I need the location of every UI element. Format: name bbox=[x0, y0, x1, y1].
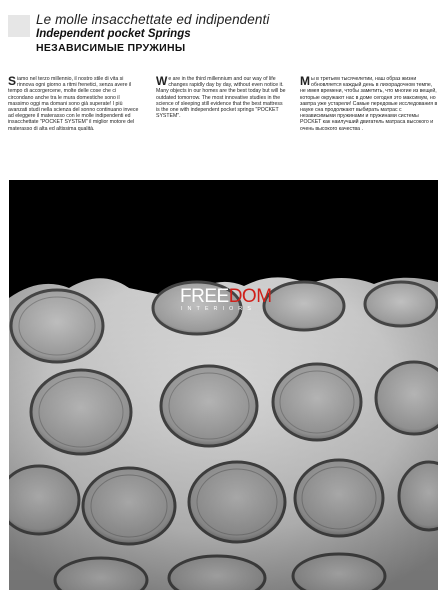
column-text: iamo nel terzo millennio, il nostro stile di vita si rinnova ogni giorno a ritmi frenetici, senza avere il tempo di accorgercene, molte delle cose che ci circondano anche tra le mura domestiche sono il massimo oggi ma domani sono già superate! I più avanzati studi nella scienza del sonno continuano invece ad eleggere il materasso con le molle indipendenti ed insacchettate "POCKET SYSTEM" il miglior motore del materasso di alta ed altissima qualità. bbox=[8, 76, 139, 132]
drop-cap: S bbox=[8, 74, 17, 88]
page-title-russian: НЕЗАВИСИМЫЕ ПРУЖИНЫ bbox=[36, 42, 186, 54]
drop-cap: W bbox=[156, 74, 168, 88]
logo-tagline: INTERIORS bbox=[181, 306, 256, 312]
header-accent-square bbox=[8, 15, 30, 37]
text-column-russian bbox=[300, 76, 438, 132]
pocket-springs-photo bbox=[9, 180, 438, 590]
text-column-english bbox=[156, 76, 286, 119]
page-title-italian: Le molle insacchettate ed indipendenti bbox=[36, 12, 270, 27]
freedom-interiors-logo bbox=[180, 286, 272, 312]
drop-cap: М bbox=[300, 74, 310, 88]
column-text: e are in the third millennium and our way of life changes rapidly day by day, without even notice it. Many objects in our homes are the best today but will be outdated tomorrow. The most innovative studies in the science of sleeping still evidence that the best mattress is the one with independent pocket springs "POCKET SYSTEM". bbox=[156, 76, 286, 120]
column-text: ы в третьем тысячелетии, наш образ жизни обновляется каждый день в лихорадочном темпе, не имея времени, чтобы заметить, что многие из вещей, которые окружают нас в доме сегодня это максимум, но завтра уже устарели! Самые передовые исследования в науке сна продолжают выбирать матрас с независимыми пружинами и пружинами системы POCKET как наилучший двигатель матраса высокого и очень высокого качества . bbox=[300, 76, 438, 132]
logo-wordmark bbox=[180, 286, 272, 308]
text-column-italian bbox=[8, 76, 140, 132]
page-title-english: Independent pocket Springs bbox=[36, 28, 191, 40]
logo-wordmark-accent: DOM bbox=[228, 286, 272, 307]
logo-wordmark-main: FREE bbox=[180, 286, 229, 307]
